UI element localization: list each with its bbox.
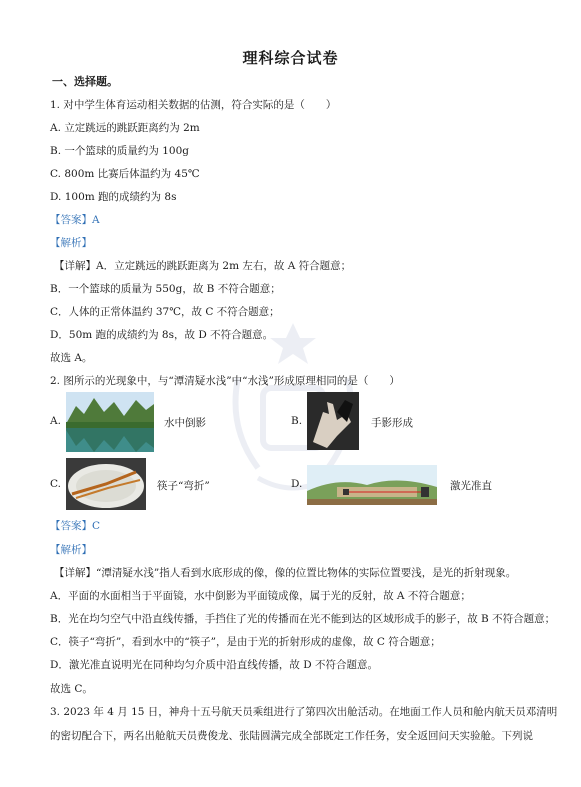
q2-option-b-caption: 手影形成 — [371, 417, 413, 429]
q2-analysis-label: 【解析】 — [50, 544, 92, 556]
q2-option-a-caption: 水中倒影 — [164, 417, 206, 429]
q1-option-b: B. 一个篮球的质量约为 100g — [50, 145, 189, 157]
q1-stem: 1. 对中学生体育运动相关数据的估测，符合实际的是（ ） — [50, 99, 337, 111]
q2-conclusion: 故选 C。 — [50, 683, 93, 695]
q3-line-1: 3. 2023 年 4 月 15 日，神舟十五号航天员乘组进行了第四次出舱活动。在地面工作人员和舱内航天员邓清明 — [50, 706, 558, 718]
q1-detail-2: B．一个篮球的质量为 550g，故 B 不符合题意； — [50, 283, 281, 295]
q1-detail-4: D．50m 跑的成绩约为 8s，故 D 不符合题意。 — [50, 329, 274, 341]
laser-alignment-image — [307, 465, 437, 505]
section-heading: 一、选择题。 — [52, 75, 118, 88]
q2-detail-5: D．激光准直说明光在同种均匀介质中沿直线传播，故 D 不符合题意。 — [50, 659, 379, 671]
q2-option-d-caption: 激光准直 — [450, 480, 492, 492]
q1-option-c: C. 800m 比赛后体温约为 45℃ — [50, 168, 200, 180]
q1-detail-3: C．人体的正常体温约 37℃，故 C 不符合题意； — [50, 306, 280, 318]
q2-detail-3: B．光在均匀空气中沿直线传播，手挡住了光的传播而在光不能到达的区域形成手的影子，故 B 不符合题意； — [50, 613, 556, 625]
q2-option-b-letter: B. — [291, 415, 303, 427]
q1-option-d: D. 100m 跑的成绩约为 8s — [50, 191, 177, 203]
q1-answer: 【答案】A — [50, 214, 100, 226]
lake-reflection-image — [66, 392, 154, 452]
q2-option-a-letter: A. — [50, 415, 61, 427]
q2-detail-2: A．平面的水面相当于平面镜，水中倒影为平面镜成像，属于光的反射，故 A 不符合题意； — [50, 590, 471, 602]
page-title: 理科综合试卷 — [242, 49, 339, 67]
q2-detail-4: C．筷子“弯折”，看到水中的“筷子”，是由于光的折射形成的虚像，故 C 符合题意； — [50, 636, 441, 648]
q3-line-2: 的密切配合下，两名出舱航天员费俊龙、张陆圆满完成全部既定工作任务，安全返回问天实验舱。下列说 — [50, 730, 533, 742]
hand-shadow-image — [307, 392, 359, 450]
q1-option-a: A. 立定跳远的跳跃距离约为 2m — [50, 122, 200, 134]
q2-answer: 【答案】C — [50, 520, 101, 532]
q2-detail-1: 【详解】“潭清疑水浅”指人看到水底形成的像，像的位置比物体的实际位置要浅，是光的折射现象。 — [54, 567, 517, 579]
q2-option-c-caption: 筷子“弯折” — [157, 480, 210, 492]
q2-stem: 2. 图所示的光现象中，与“潭清疑水浅”中“水浅”形成原理相同的是（ ） — [50, 375, 400, 387]
q1-detail-1: 【详解】A．立定跳远的跳跃距离为 2m 左右，故 A 符合题意； — [54, 260, 352, 272]
q1-analysis-label: 【解析】 — [50, 237, 92, 249]
q1-conclusion: 故选 A。 — [50, 352, 93, 364]
q2-option-c-letter: C. — [50, 478, 61, 490]
bent-chopsticks-image — [66, 458, 146, 510]
q2-option-d-letter: D. — [291, 478, 303, 490]
